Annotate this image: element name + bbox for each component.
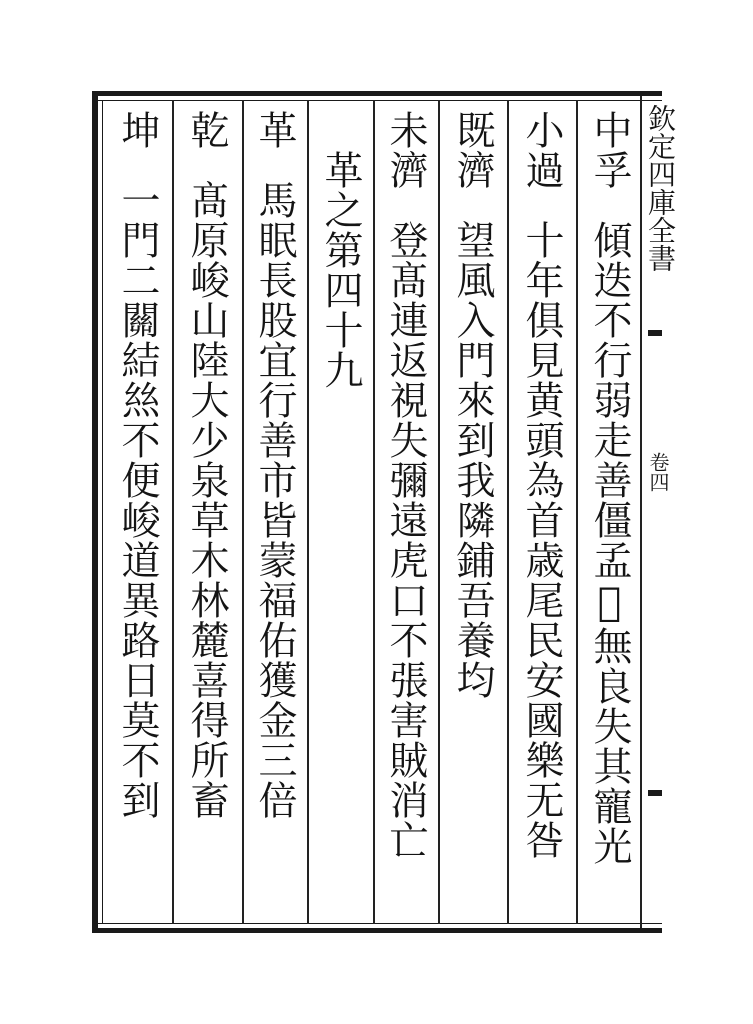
column-divider bbox=[507, 100, 509, 924]
column-divider bbox=[307, 100, 309, 924]
column-heading-weiji: 未濟 bbox=[383, 110, 428, 190]
column-text-ge: 馬眠長股宜行善市皆蒙福佑獲金三倍 bbox=[252, 180, 297, 820]
column-heading-ge: 革 bbox=[252, 110, 297, 150]
column-divider bbox=[172, 100, 174, 924]
fold-book-title: 欽定四庫全書 bbox=[644, 104, 677, 272]
column-heading-xiaoguo: 小過 bbox=[519, 110, 564, 190]
chapter-title: 革之第四十九 bbox=[318, 150, 363, 390]
column-heading-jiji: 既濟 bbox=[450, 110, 495, 190]
column-divider bbox=[438, 100, 440, 924]
column-text-kun: 一門二關結𢇁不便峻道異路日莫不到 bbox=[115, 180, 160, 820]
fold-fish-tail-mark bbox=[648, 790, 662, 796]
frame-left-inner-border bbox=[102, 100, 103, 924]
frame-left-border bbox=[92, 91, 98, 933]
frame-bottom-border bbox=[92, 928, 662, 933]
fold-fish-tail-mark bbox=[648, 330, 662, 336]
column-divider bbox=[373, 100, 375, 924]
fold-volume-label: 卷四 bbox=[646, 452, 670, 492]
fold-divider bbox=[640, 96, 642, 928]
column-divider bbox=[576, 100, 578, 924]
column-heading-kun: 坤 bbox=[115, 110, 160, 150]
frame-top-border bbox=[92, 91, 662, 96]
column-text-jiji: 望風入門來到我隣鋪吾養均 bbox=[450, 220, 495, 700]
column-heading-zhongfu: 中孚 bbox=[587, 110, 632, 190]
column-text-qian: 髙原峻山陸大少泉草木林麓喜得所畜 bbox=[184, 180, 229, 820]
column-text-weiji: 登髙連返視失彌遠虎口不張害賊消亡 bbox=[383, 220, 428, 860]
column-text-zhongfu: 傾迭不行弱走善僵孟𢿄無良失其寵光 bbox=[587, 220, 632, 866]
column-divider bbox=[242, 100, 244, 924]
column-text-xiaoguo: 十年俱見黄頭為首歳尾民安國樂无咎 bbox=[519, 220, 564, 860]
column-heading-qian: 乾 bbox=[184, 110, 229, 150]
